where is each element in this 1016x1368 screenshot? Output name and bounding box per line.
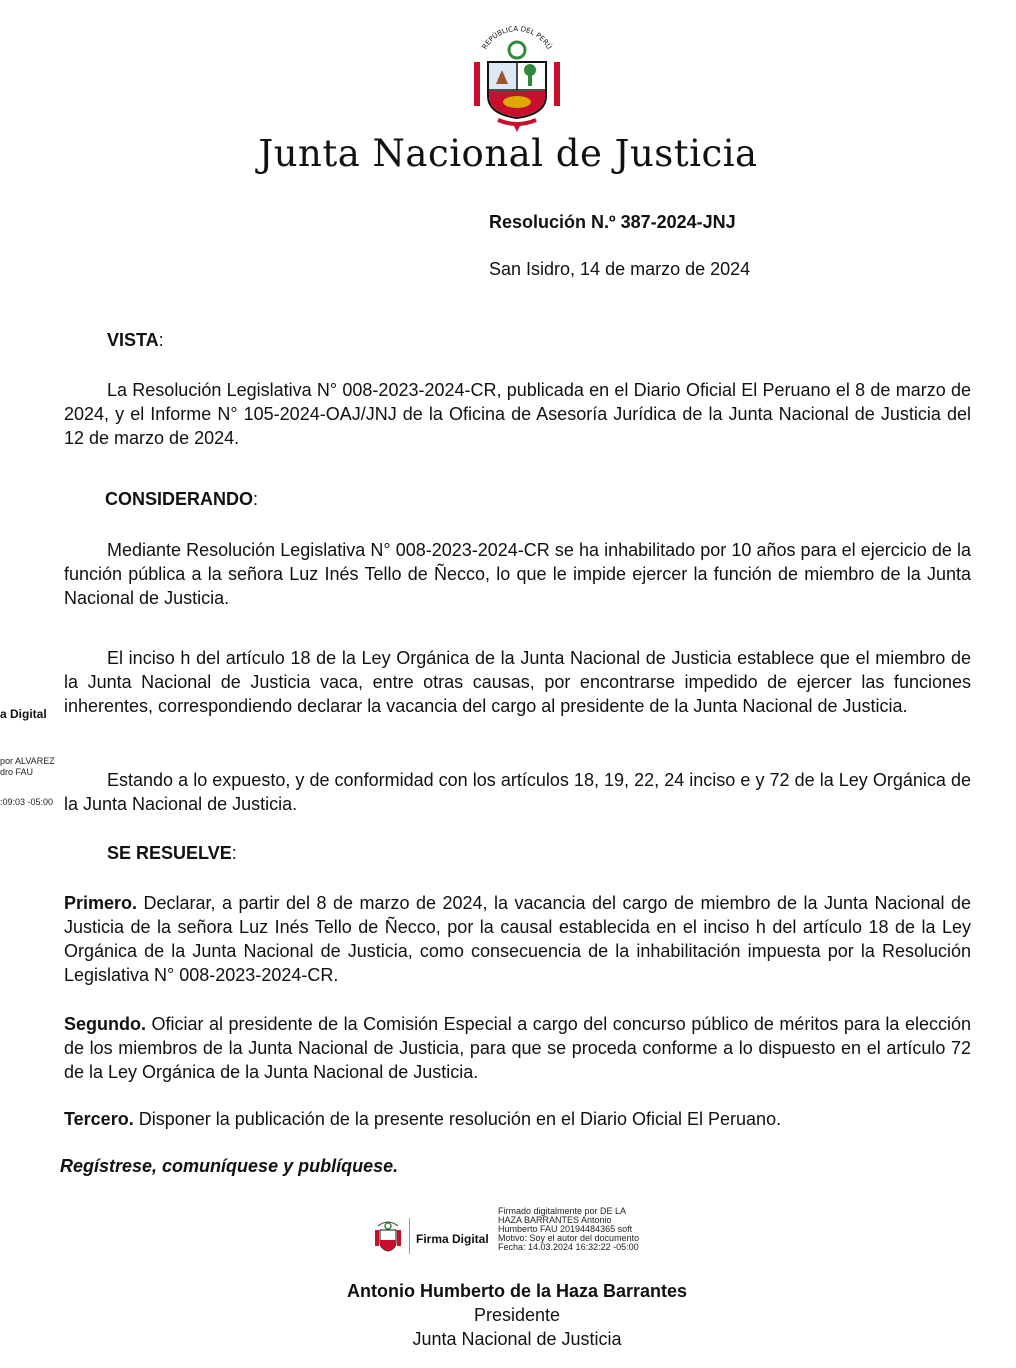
signature-detail-line: Humberto FAU 20194484365 soft	[498, 1224, 633, 1234]
resuelve-heading: SE RESUELVE:	[107, 843, 237, 863]
signature-label: Firma Digital	[416, 1232, 489, 1246]
resolution-number: Resolución N.º 387-2024-JNJ	[489, 212, 736, 232]
considerando-paragraph-3: Estando a lo expuesto, y de conformidad con los artículos 18, 19, 22, 24 inciso e y 72 de la Ley Orgánica de la Junta Nacional de Justicia.	[64, 770, 971, 814]
signer-role: Presidente	[473, 1305, 561, 1325]
considerando-paragraph-1: Mediante Resolución Legislativa N° 008-2023-2024-CR se ha inhabilitado por 10 años para el ejercicio de la función pública a la señora Luz Inés Tello de Ñecco, lo que le impide ejercer la función de miembro de la Junta Nacional de Justicia.	[64, 540, 971, 608]
article-primero	[64, 891, 971, 987]
organization-title: Junta Nacional de Justicia	[258, 132, 758, 175]
signer-name: Antonio Humberto de la Haza Barrantes	[346, 1281, 688, 1301]
closing-formula: Regístrese, comuníquese y publíquese.	[60, 1156, 399, 1176]
signature-detail-line: HAZA BARRANTES Antonio	[498, 1215, 612, 1225]
vista-heading: VISTA:	[107, 330, 164, 350]
left-stamp-line-1: por ALVAREZ	[0, 756, 55, 766]
left-stamp-line-2: dro FAU	[0, 767, 34, 777]
vista-heading-text: VISTA	[107, 330, 159, 350]
svg-text:REPÚBLICA DEL PERÚ	[481, 25, 554, 51]
considerando-heading-text: CONSIDERANDO	[105, 489, 254, 509]
left-stamp-label: a Digital	[0, 707, 47, 721]
resuelve-heading-text: SE RESUELVE	[107, 843, 232, 863]
article-tercero	[64, 1107, 971, 1131]
signer-organization: Junta Nacional de Justicia	[412, 1329, 622, 1349]
article-segundo	[64, 1012, 971, 1084]
article-segundo-label: Segundo.	[64, 1014, 146, 1034]
signature-divider	[409, 1218, 410, 1254]
article-primero-text: Declarar, a partir del 8 de marzo de 2024, la vacancia del cargo de miembro de la Junta Nacional de Justicia de la señora Luz Inés Tello de Ñecco, por la causal establecida en el inciso h del artículo 18 de la Ley Orgánica de la Junta Nacional de Justicia, como consecuencia de la inhabilitación impuesta por la Resolución Legislativa N° 008-2023-2024-CR.	[64, 893, 971, 985]
article-tercero-text: Disponer la publicación de la presente resolución en el Diario Oficial El Peruano.	[138, 1109, 782, 1129]
peru-coat-of-arms-seal	[468, 18, 566, 134]
place-date: San Isidro, 14 de marzo de 2024	[489, 259, 751, 279]
signature-detail-line: Motivo: Soy el autor del documento	[498, 1233, 640, 1243]
signature-detail-line: Fecha: 14.03.2024 16:32:22 -05:00	[498, 1242, 639, 1252]
signature-seal-icon	[372, 1216, 404, 1256]
left-stamp-line-3: :09:03 -05:00	[0, 797, 54, 807]
article-segundo-text: Oficiar al presidente de la Comisión Especial a cargo del concurso público de méritos para la elección de los miembros de la Junta Nacional de Justicia, para que se proceda conforme a lo dispuesto en el artículo 72 de la Ley Orgánica de la Junta Nacional de Justicia.	[64, 1014, 971, 1082]
article-tercero-label: Tercero.	[64, 1109, 134, 1129]
article-primero-label: Primero.	[64, 893, 138, 913]
signature-detail-line: Firmado digitalmente por DE LA	[498, 1206, 627, 1216]
considerando-paragraph-2: El inciso h del artículo 18 de la Ley Orgánica de la Junta Nacional de Justicia establece que el miembro de la Junta Nacional de Justicia vaca, entre otras causas, por encontrarse impedido de ejercer las funciones inherentes, correspondiendo declarar la vacancia del cargo al presidente de la Junta Nacional de Justicia.	[64, 648, 971, 716]
vista-paragraph: La Resolución Legislativa N° 008-2023-2024-CR, publicada en el Diario Oficial El Peruano el 8 de marzo de 2024, y el Informe N° 105-2024-OAJ/JNJ de la Oficina de Asesoría Jurídica de la Junta Nacional de Justicia del 12 de marzo de 2024.	[64, 380, 971, 448]
seal-arc-text: REPÚBLICA DEL PERÚ	[480, 24, 554, 51]
signature-details	[498, 1207, 639, 1252]
coat-of-arms-icon	[468, 18, 566, 134]
considerando-heading: CONSIDERANDO:	[105, 489, 259, 509]
